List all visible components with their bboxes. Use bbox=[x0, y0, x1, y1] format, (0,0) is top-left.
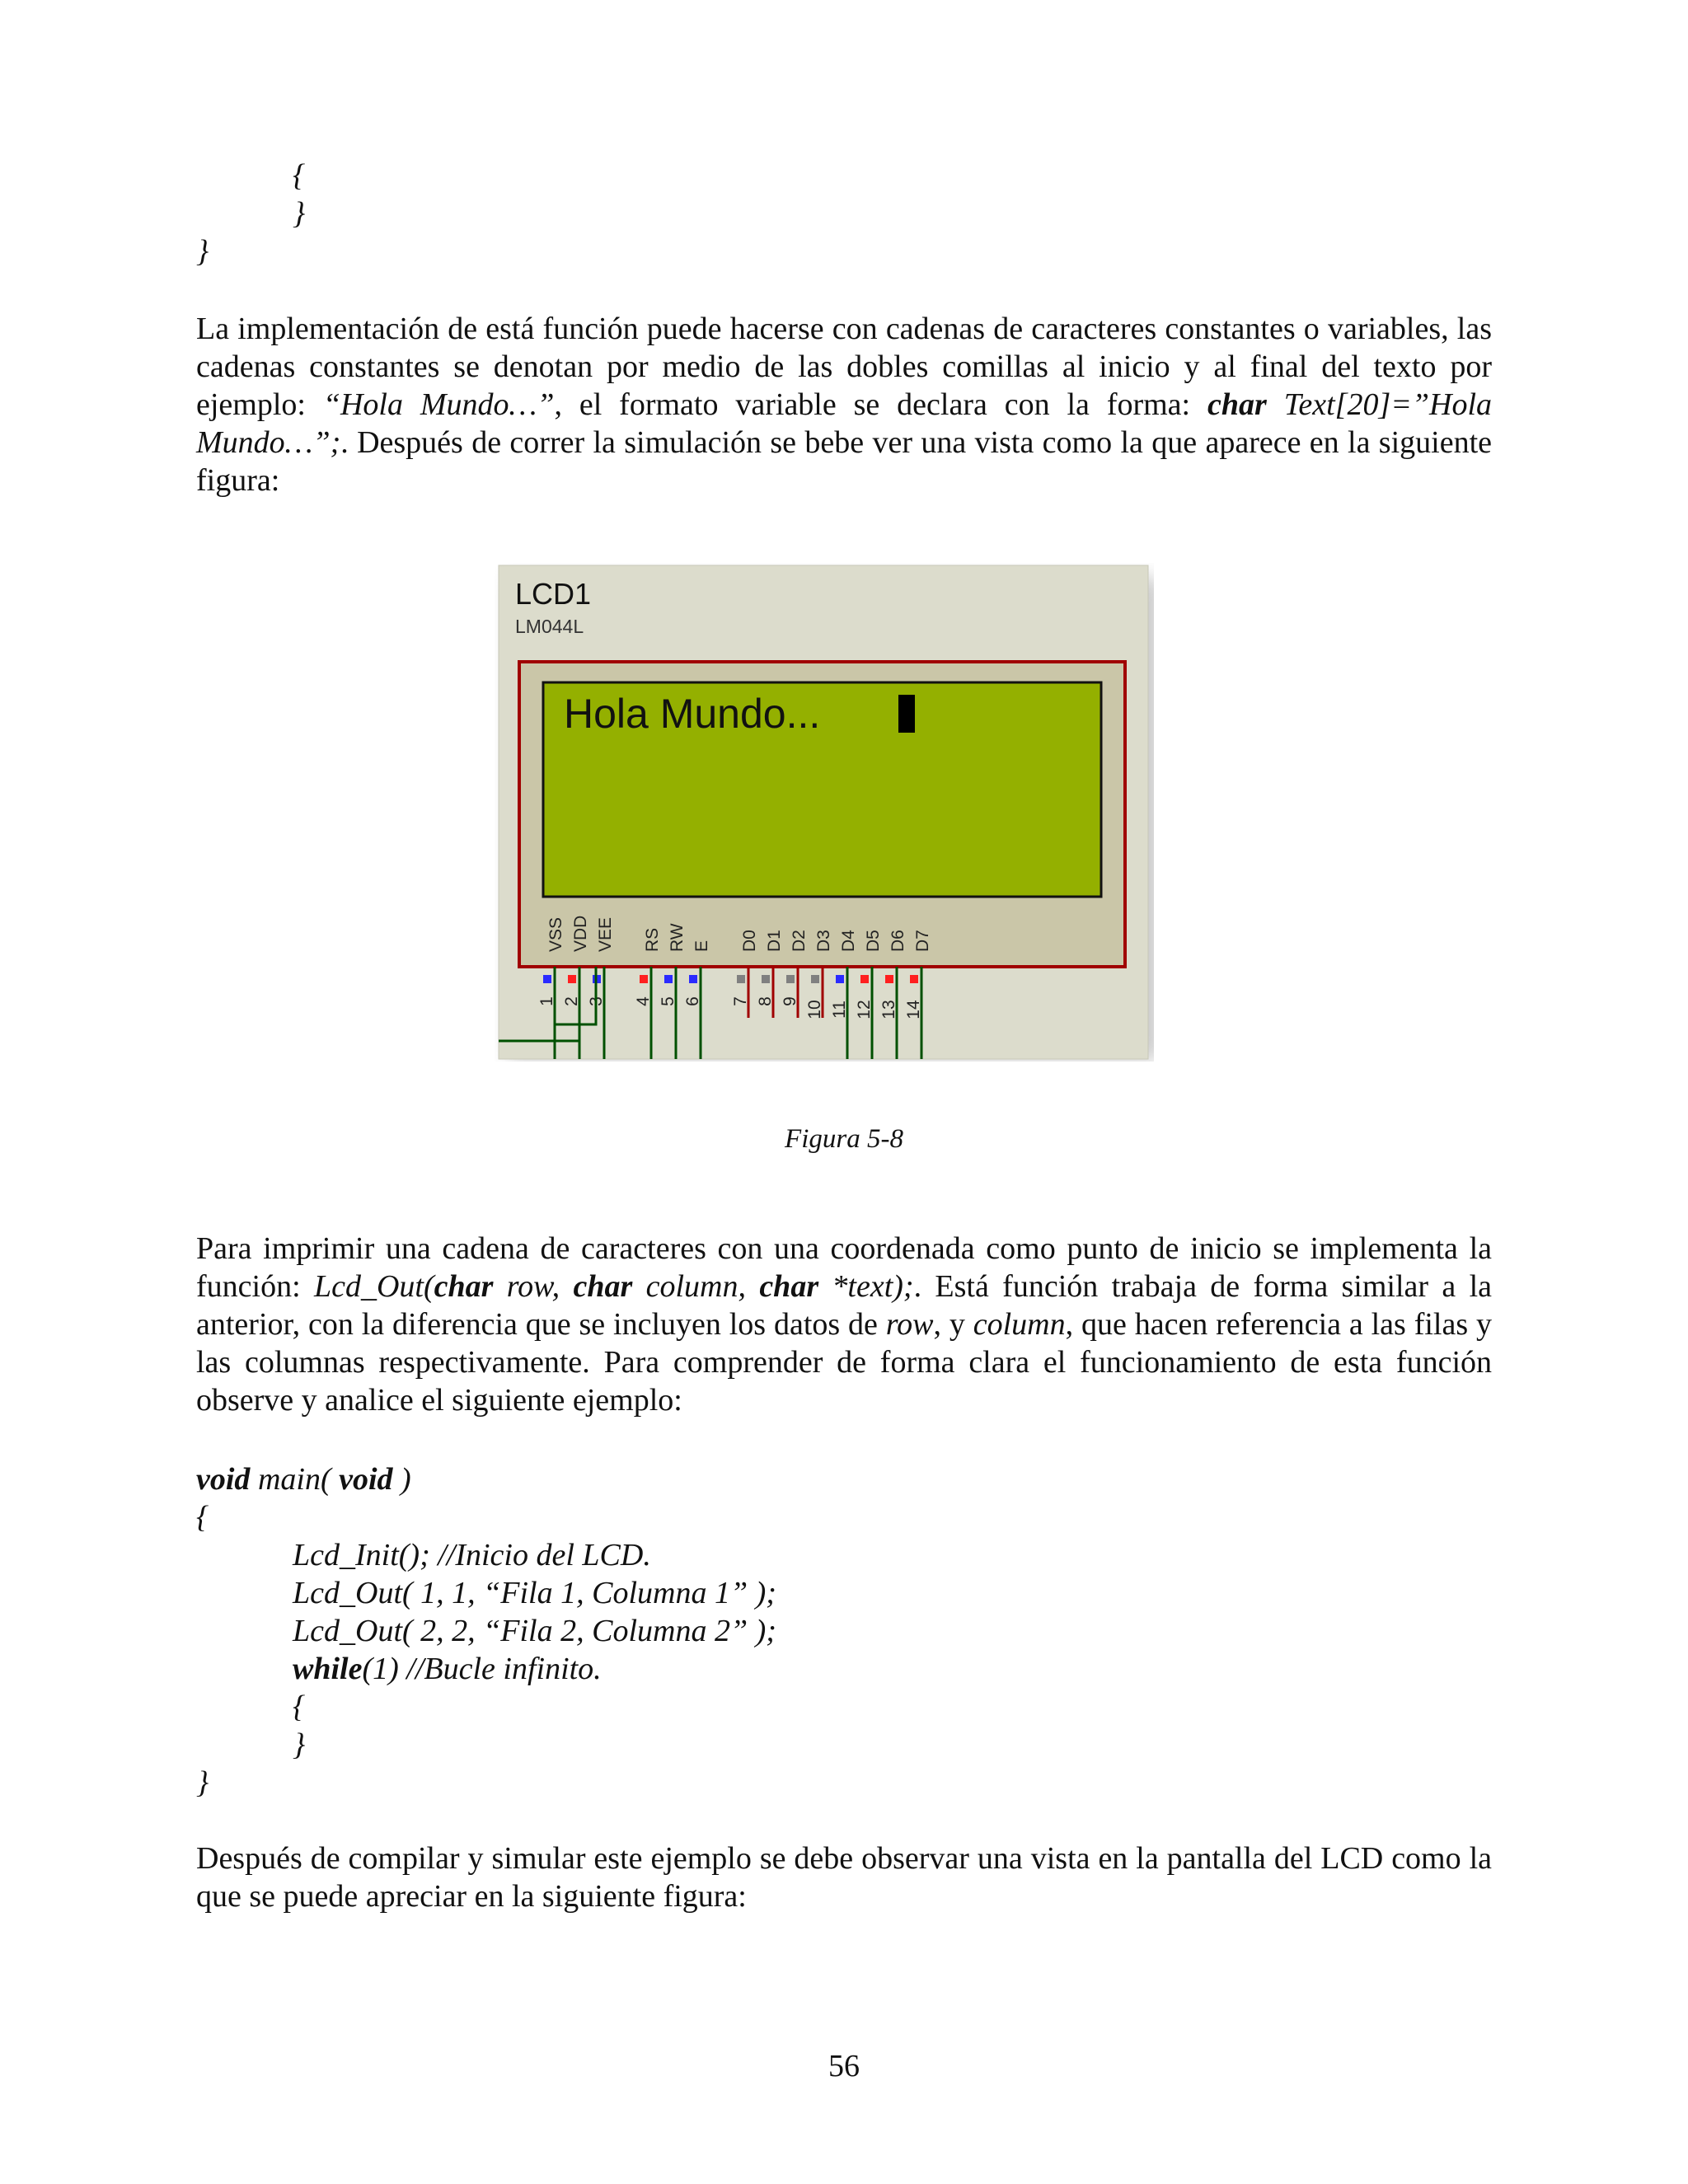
para2-column: column bbox=[973, 1307, 1066, 1342]
code-kw-void: void bbox=[196, 1462, 251, 1497]
pin-state-indicator bbox=[737, 975, 745, 983]
para1-text-a: La implementación de está función puede hacerse con cadenas de caracteres constantes o variables, las cadenas constantes se denotan por medio de las dobles comillas al inicio y al final del texto por ejemplo: bbox=[196, 312, 1492, 422]
pin-number: 9 bbox=[781, 996, 799, 1006]
pin-label-vdd: VDD bbox=[571, 915, 590, 952]
pin-number: 8 bbox=[756, 996, 775, 1006]
lcd-cursor bbox=[898, 695, 915, 733]
code-kw-void-2: void bbox=[339, 1462, 393, 1497]
pin-number: 2 bbox=[562, 996, 581, 1006]
pin-label-d3: D3 bbox=[814, 930, 833, 952]
pin-number: 6 bbox=[683, 996, 702, 1006]
pin-state-indicator bbox=[664, 975, 673, 983]
para2-arg3: *text); bbox=[818, 1269, 914, 1304]
lcd-display-text: Hola Mundo... bbox=[564, 691, 821, 737]
pin-number: 11 bbox=[830, 1001, 849, 1019]
pin-number: 1 bbox=[537, 996, 556, 1006]
pin-number: 14 bbox=[904, 1000, 923, 1019]
pin-state-indicator bbox=[836, 975, 844, 983]
para2-text-b: . Está función trabaja de forma similar a la anterior, con la diferencia que se incluyen los datos de bbox=[196, 1269, 1492, 1342]
pin-label-d7: D7 bbox=[913, 930, 932, 952]
pin-label-d4: D4 bbox=[839, 930, 858, 952]
pin-label-d6: D6 bbox=[889, 930, 907, 952]
code-main-signature bbox=[196, 1460, 411, 1498]
code-line-while bbox=[293, 1650, 602, 1688]
code-while-close-brace: } bbox=[293, 1727, 306, 1762]
code-kw-while: while bbox=[293, 1652, 363, 1686]
code-main-open: main( bbox=[250, 1462, 340, 1497]
pin-state-indicator bbox=[885, 975, 893, 983]
pin-number: 7 bbox=[731, 996, 750, 1006]
pin-state-indicator bbox=[543, 975, 551, 983]
pin-state-indicator bbox=[689, 975, 697, 983]
code-main-close: ) bbox=[392, 1462, 411, 1497]
para1-text-c: . Después de correr la simulación se bebe ver una vista como la que aparece en la siguiente figura: bbox=[196, 425, 1492, 498]
code-outer-close-brace: } bbox=[196, 234, 209, 269]
pin-state-indicator bbox=[568, 975, 576, 983]
pin-number: 4 bbox=[634, 996, 653, 1006]
para2-arg1: row, bbox=[493, 1269, 574, 1304]
pin-state-indicator bbox=[762, 975, 770, 983]
lcd-figure bbox=[495, 563, 1154, 1062]
para2-kw2: char bbox=[573, 1269, 633, 1304]
para2-arg2: column, bbox=[632, 1269, 760, 1304]
pin-number: 12 bbox=[855, 1000, 874, 1019]
pin-state-indicator bbox=[860, 975, 869, 983]
lcd-figure-svg bbox=[495, 563, 1154, 1062]
code-line-out-1: Lcd_Out( 1, 1, “Fila 1, Columna 1” ); bbox=[293, 1576, 776, 1610]
para1-text-b: , el formato variable se declara con la forma: bbox=[554, 387, 1208, 422]
pin-label-rw: RW bbox=[668, 923, 687, 952]
page-number: 56 bbox=[828, 2049, 860, 2083]
pin-label-d1: D1 bbox=[765, 930, 784, 952]
pin-number: 5 bbox=[659, 996, 678, 1006]
para2-text-a: Para imprimir una cadena de caracteres con una coordenada como punto de inicio se implementa la función: bbox=[196, 1231, 1492, 1304]
para1-declaration: Text[20]=”Hola Mundo…”; bbox=[196, 387, 1493, 460]
para2-func-name: Lcd_Out( bbox=[313, 1269, 434, 1304]
para1-keyword-char: char bbox=[1207, 387, 1267, 422]
code-main-open-brace: { bbox=[196, 1500, 209, 1535]
paragraph-1 bbox=[196, 310, 1492, 499]
code-open-brace: { bbox=[293, 158, 306, 193]
code-main-close-brace: } bbox=[196, 1765, 209, 1800]
para1-example-literal: “Hola Mundo…” bbox=[322, 387, 555, 422]
code-while-open-brace: { bbox=[293, 1690, 306, 1724]
pin-label-d5: D5 bbox=[864, 930, 883, 952]
pin-state-indicator bbox=[910, 975, 918, 983]
pin-state-indicator bbox=[786, 975, 795, 983]
paragraph-3: Después de compilar y simular este ejemplo se debe observar una vista en la pantalla del LCD como la que se puede apreciar en la siguiente figura: bbox=[196, 1841, 1492, 1914]
pin-label-d0: D0 bbox=[740, 930, 759, 952]
pin-label-d2: D2 bbox=[790, 930, 809, 952]
para2-kw3: char bbox=[759, 1269, 819, 1304]
pin-state-indicator bbox=[640, 975, 648, 983]
component-name: LCD1 bbox=[515, 577, 592, 611]
code-line-out-2: Lcd_Out( 2, 2, “Fila 2, Columna 2” ); bbox=[293, 1614, 776, 1648]
pin-number: 13 bbox=[879, 1000, 898, 1019]
pin-label-vee: VEE bbox=[596, 916, 615, 952]
code-line-init: Lcd_Init(); //Inicio del LCD. bbox=[293, 1538, 651, 1572]
para2-row: row bbox=[885, 1307, 934, 1342]
para2-kw1: char bbox=[434, 1269, 494, 1304]
pin-label-vss: VSS bbox=[546, 916, 565, 952]
pin-number: 3 bbox=[587, 996, 606, 1006]
para2-text-d: , que hacen referencia a las filas y las columnas respectivamente. Para comprender de forma clara el funcionamiento de esta función observe y analice el siguiente ejemplo: bbox=[196, 1307, 1492, 1418]
pin-number: 10 bbox=[805, 1000, 824, 1019]
pin-label-e: E bbox=[692, 940, 711, 952]
pin-label-rs: RS bbox=[643, 927, 662, 952]
component-model: LM044L bbox=[515, 616, 584, 637]
para2-text-c: , y bbox=[933, 1307, 973, 1342]
pin-state-indicator bbox=[811, 975, 819, 983]
code-close-brace: } bbox=[293, 196, 306, 231]
code-while-rest: (1) //Bucle infinito. bbox=[362, 1652, 602, 1686]
figure-caption: Figura 5-8 bbox=[785, 1124, 903, 1154]
paragraph-2 bbox=[196, 1230, 1492, 1419]
